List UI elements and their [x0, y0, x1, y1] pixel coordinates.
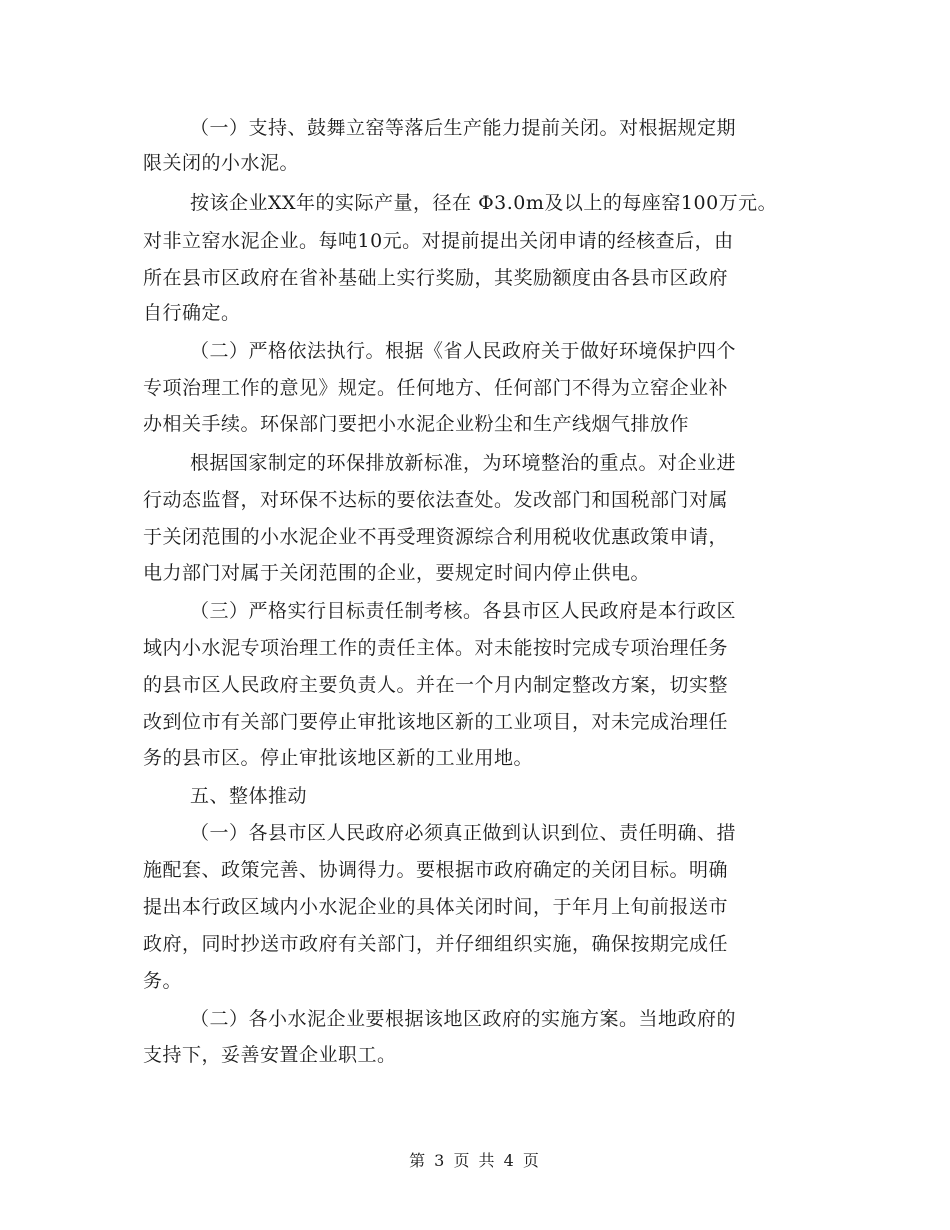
- text-line: 专项治理工作的意见》规定。任何地方、任何部门不得为立窑企业补: [143, 377, 729, 399]
- text-line: 务的县市区。停止审批该地区新的工业用地。: [143, 747, 534, 769]
- text-line: 提出本行政区域内小水泥企业的具体关闭时间，于年月上旬前报送市: [143, 896, 729, 918]
- text-line: （三）严格实行目标责任制考核。各县市区人民政府是本行政区: [190, 600, 737, 622]
- text-line: （一）支持、鼓舞立窑等落后生产能力提前关闭。对根据规定期: [190, 117, 737, 139]
- text-line: 对非立窑水泥企业。每吨10元。对提前提出关闭申请的经核查后，由: [143, 230, 734, 252]
- text-line: 政府，同时抄送市政府有关部门，并仔细组织实施，确保按期完成任: [143, 933, 729, 955]
- text-line: 根据国家制定的环保排放新标准，为环境整治的重点。对企业进: [190, 452, 737, 474]
- text-line: 电力部门对属于关闭范围的企业，要规定时间内停止供电。: [143, 562, 651, 584]
- text-line: 自行确定。: [143, 302, 241, 324]
- text-line: 限关闭的小水泥。: [143, 152, 300, 174]
- text-line: 所在县市区政府在省补基础上实行奖励，其奖励额度由各县市区政府: [143, 267, 729, 289]
- text-line: 于关闭范围的小水泥企业不再受理资源综合利用税收优惠政策申请，: [143, 526, 729, 548]
- text-line: 办相关手续。环保部门要把小水泥企业粉尘和生产线烟气排放作: [143, 413, 690, 435]
- text-line: （二）严格依法执行。根据《省人民政府关于做好环境保护四个: [190, 340, 737, 362]
- section-heading: 五、整体推动: [190, 785, 308, 807]
- text-line: 施配套、政策完善、协调得力。要根据市政府确定的关闭目标。明确: [143, 859, 729, 881]
- text-line: 改到位市有关部门要停止审批该地区新的工业项目，对未完成治理任: [143, 711, 729, 733]
- text-line: 按该企业XX年的实际产量，径在 Φ3.0m及以上的每座窑100万元。: [190, 192, 778, 214]
- text-line: （一）各县市区人民政府必须真正做到认识到位、责任明确、措: [190, 822, 737, 844]
- text-line: 行动态监督，对环保不达标的要依法查处。发改部门和国税部门对属: [143, 489, 729, 511]
- text-line: 的县市区人民政府主要负责人。并在一个月内制定整改方案，切实整: [143, 674, 729, 696]
- text-line: （二）各小水泥企业要根据该地区政府的实施方案。当地政府的: [190, 1008, 737, 1030]
- text-line: 务。: [143, 970, 183, 992]
- text-line: 域内小水泥专项治理工作的责任主体。对未能按时完成专项治理任务: [143, 637, 729, 659]
- text-line: 支持下，妥善安置企业职工。: [143, 1044, 397, 1066]
- page-number-footer: 第 3 页 共 4 页: [409, 1151, 541, 1170]
